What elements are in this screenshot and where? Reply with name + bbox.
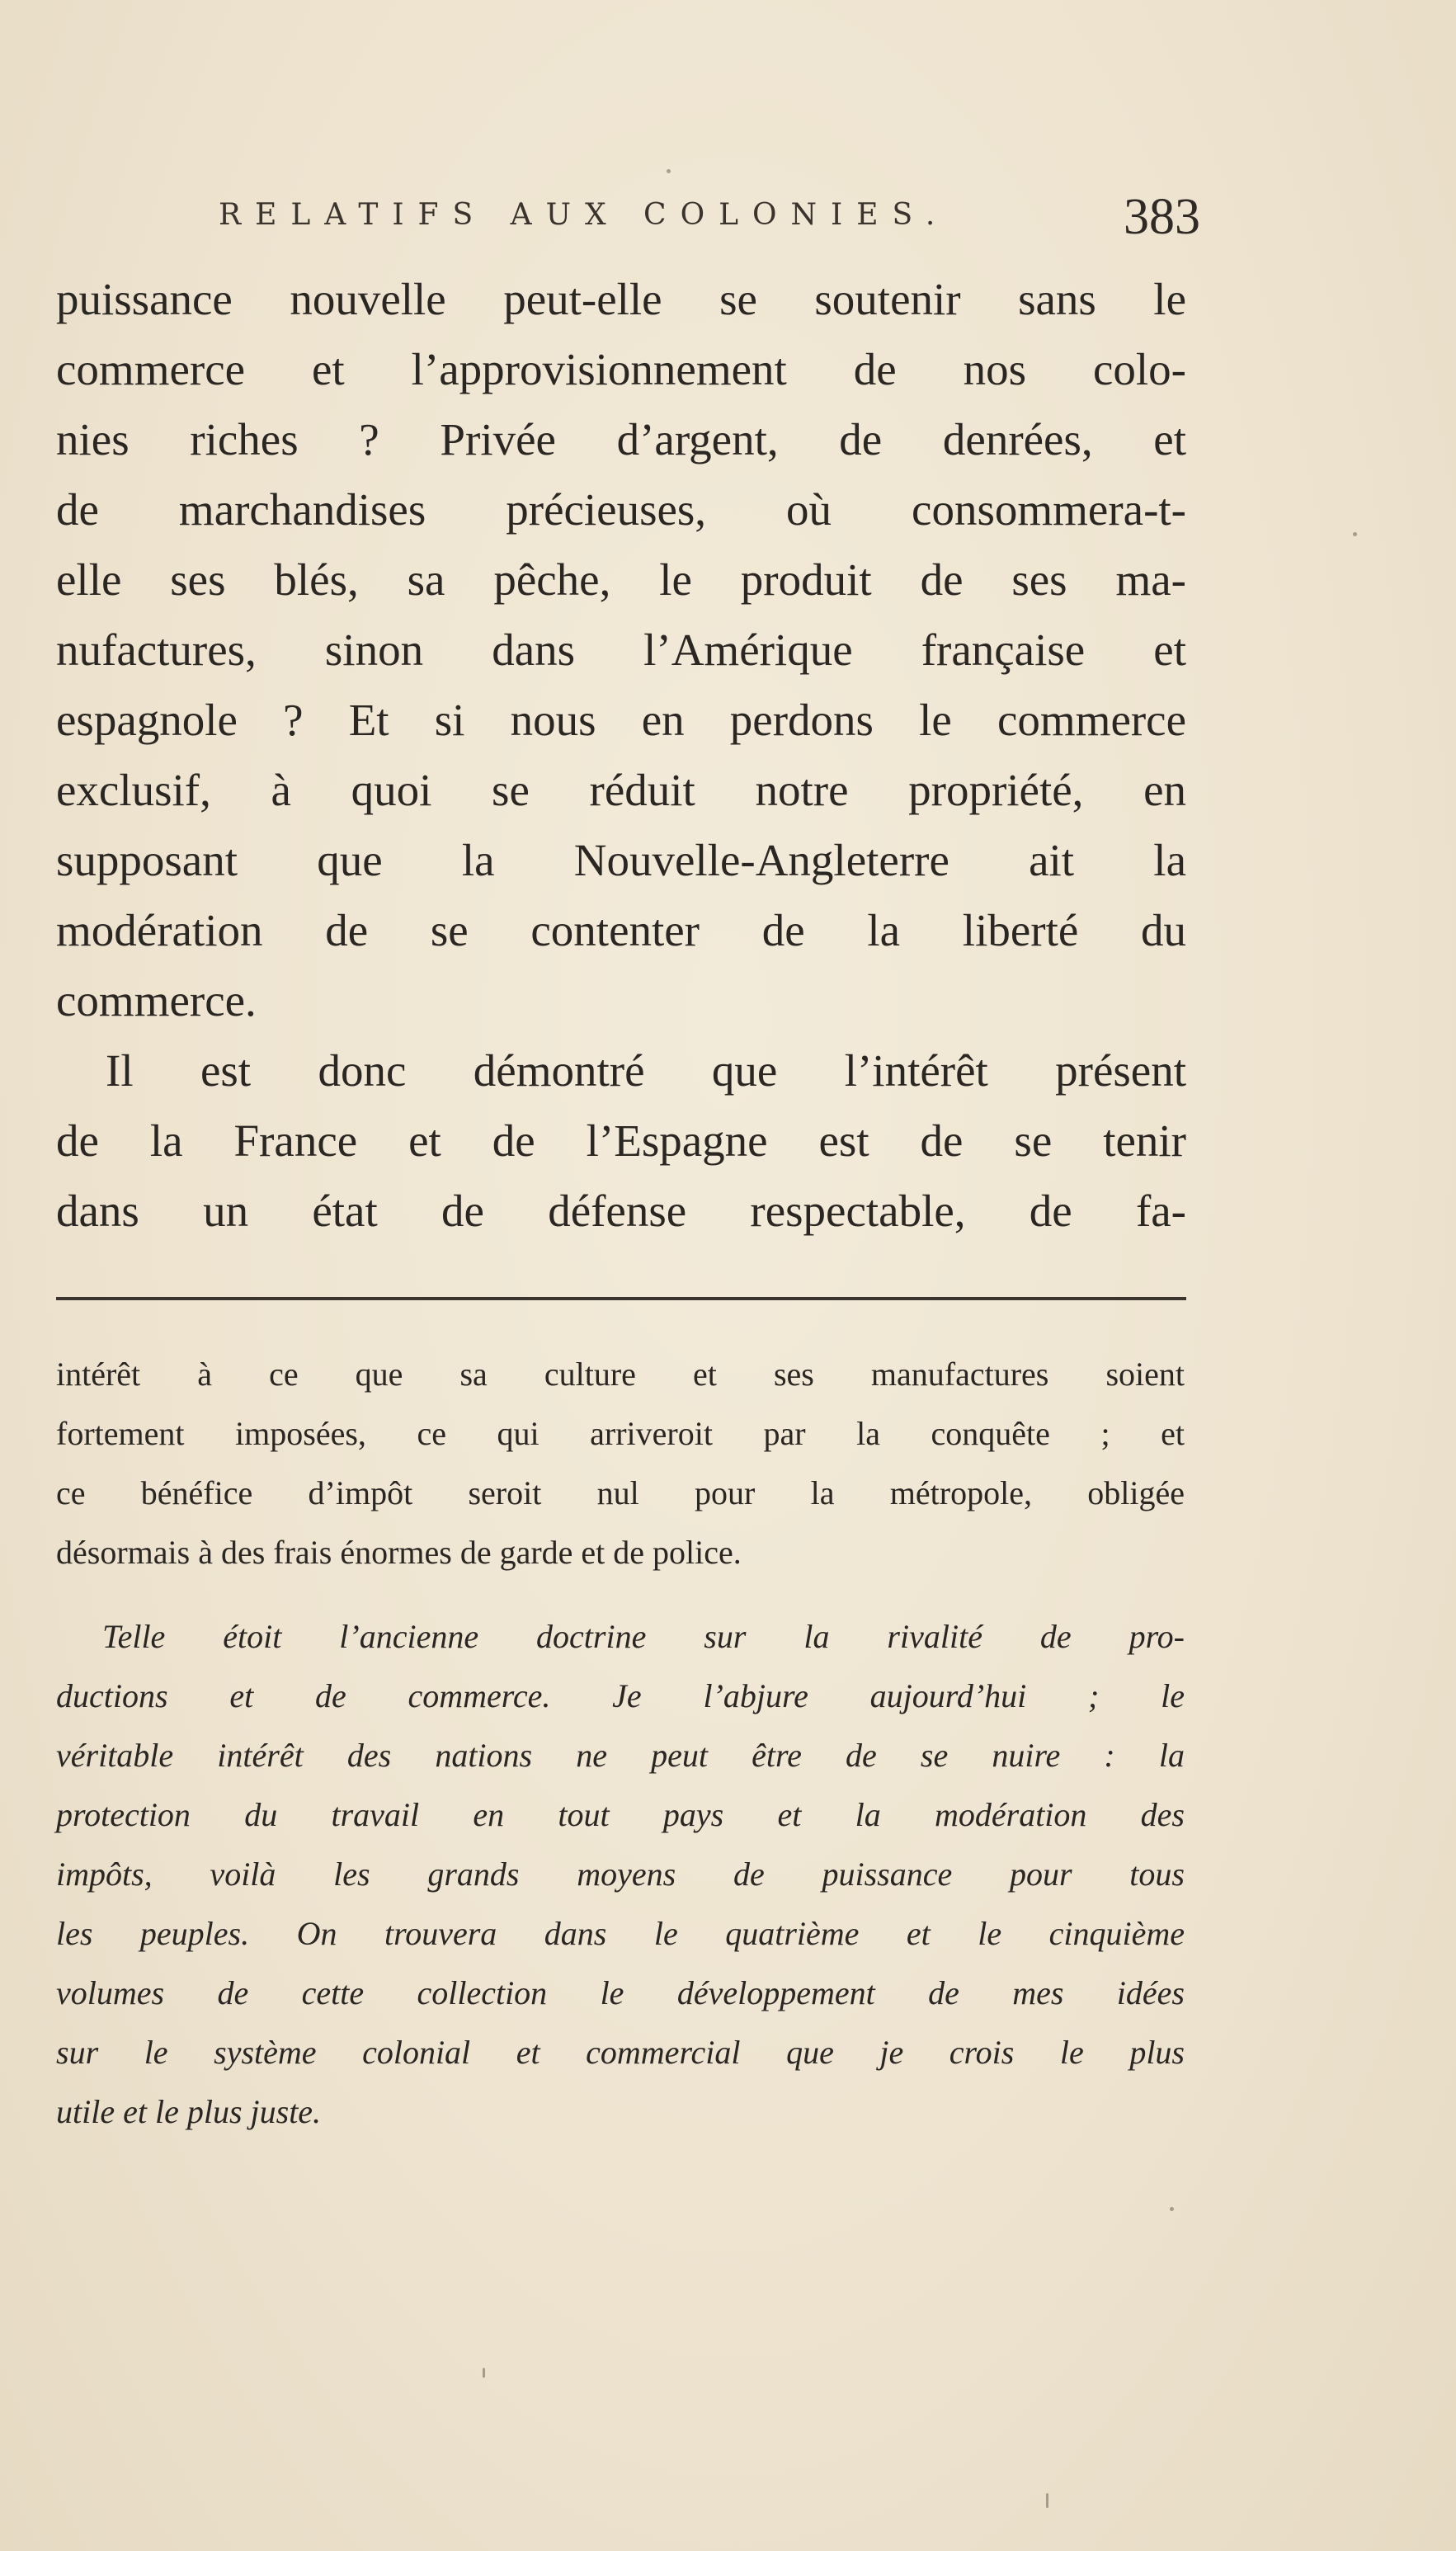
text-line: exclusif, à quoi se réduit notre propriété, en: [56, 765, 1186, 815]
footnote-line: intérêt à ce que sa culture et ses manufactures soient: [56, 1356, 1185, 1393]
paper-speck: [1170, 2207, 1174, 2211]
page-header: [219, 188, 1200, 246]
text-line: nufactures, sinon dans l’Amérique française et: [56, 625, 1186, 675]
footnote-italic-line: volumes de cette collection le développement de mes idées: [56, 1974, 1185, 2011]
footnote-italic-line: protection du travail en tout pays et la modération des: [56, 1796, 1185, 1833]
text-line: modération de se contenter de la liberté du: [56, 905, 1186, 955]
paper-speck: [483, 2368, 485, 2378]
text-line: de marchandises précieuses, où consommera-t-: [56, 484, 1186, 535]
footnote-line: ce bénéfice d’impôt seroit nul pour la métropole, obligée: [56, 1474, 1185, 1511]
footnote-continuation: [56, 1345, 1185, 1582]
text-line: commerce et l’approvisionnement de nos colo-: [56, 344, 1186, 394]
text-line: puissance nouvelle peut-elle se soutenir sans le: [56, 274, 1186, 324]
footnote-italic-line: Telle étoit l’ancienne doctrine sur la rivalité de pro-: [102, 1618, 1185, 1655]
footnote-italic-line: les peuples. On trouvera dans le quatrième et le cinquième: [56, 1915, 1185, 1952]
footnote-line: fortement imposées, ce qui arriveroit par la conquête ; et: [56, 1415, 1185, 1452]
footnote-italic-line: impôts, voilà les grands moyens de puissance pour tous: [56, 1855, 1185, 1893]
text-line: nies riches ? Privée d’argent, de denrées, et: [56, 414, 1186, 464]
page-number: 383: [1124, 189, 1200, 245]
footnote-line: désormais à des frais énormes de garde et de police.: [56, 1534, 742, 1571]
footnote-italic-line: sur le système colonial et commercial que je crois le plus: [56, 2034, 1185, 2071]
text-line: commerce.: [56, 975, 257, 1026]
footnote: [56, 1345, 1185, 2142]
text-line: elle ses blés, sa pêche, le produit de ses ma-: [56, 554, 1186, 605]
footnote-italic-note: [56, 1607, 1185, 2142]
footnote-italic-line: utile et le plus juste.: [56, 2093, 322, 2130]
footnote-italic-line: véritable intérêt des nations ne peut être de se nuire : la: [56, 1737, 1185, 1774]
text-line: supposant que la Nouvelle-Angleterre ait la: [56, 835, 1186, 885]
paper-speck: [667, 169, 671, 173]
text-line: dans un état de défense respectable, de fa-: [56, 1186, 1186, 1236]
paper-speck: [1046, 2493, 1048, 2508]
footnote-italic-line: ductions et de commerce. Je l’abjure aujourd’hui ; le: [56, 1677, 1185, 1714]
paragraph-start-line: Il est donc démontré que l’intérêt présent: [106, 1045, 1186, 1096]
running-head: RELATIFS AUX COLONIES.: [219, 198, 949, 232]
text-line: de la France et de l’Espagne est de se tenir: [56, 1115, 1186, 1166]
footnote-separator-rule: [56, 1297, 1186, 1300]
paper-speck: [1353, 532, 1357, 536]
text-line: espagnole ? Et si nous en perdons le commerce: [56, 695, 1186, 745]
main-text: [56, 264, 1186, 1246]
